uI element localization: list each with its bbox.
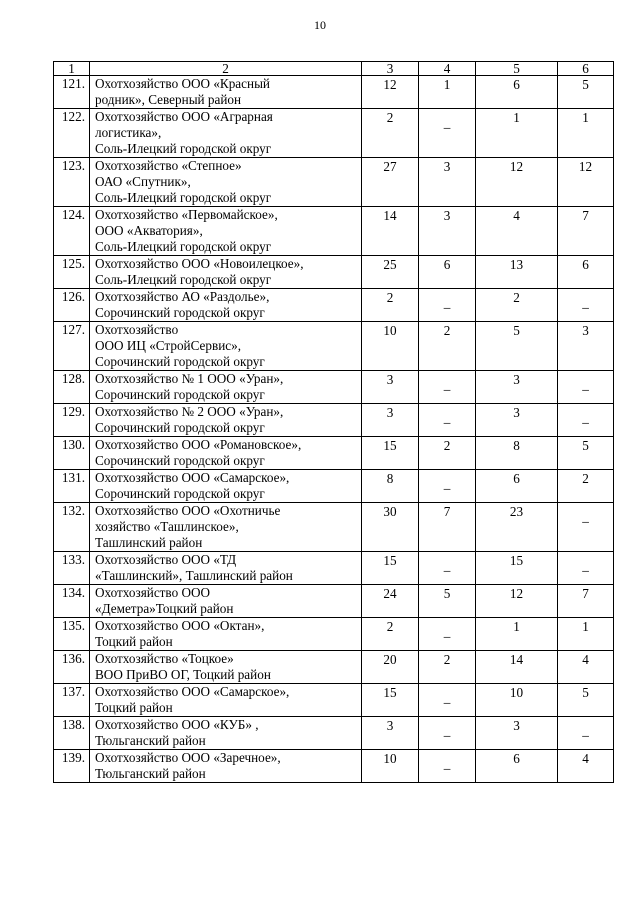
value-col4: _: [419, 404, 476, 437]
value-col4: 2: [419, 651, 476, 684]
page-number: 10: [314, 18, 326, 32]
value-col5: 3: [476, 371, 558, 404]
value-col5: 6: [476, 470, 558, 503]
value-col3: 2: [362, 289, 419, 322]
value-col3: 30: [362, 503, 419, 552]
value-col6: 7: [558, 585, 614, 618]
table-row: [54, 503, 614, 552]
value-col6: 5: [558, 684, 614, 717]
value-col3: 24: [362, 585, 419, 618]
column-header: 1: [54, 62, 90, 76]
column-header: 4: [419, 62, 476, 76]
table-row: [54, 256, 614, 289]
table-row: [54, 750, 614, 783]
value-col5: 12: [476, 585, 558, 618]
hunting-ground-name: Охотхозяйство ООО «Заречное», Тюльганский район: [90, 750, 362, 783]
value-col3: 3: [362, 717, 419, 750]
value-col5: 13: [476, 256, 558, 289]
table-row: [54, 585, 614, 618]
value-col6: 1: [558, 109, 614, 158]
value-col4: _: [419, 552, 476, 585]
value-col3: 15: [362, 552, 419, 585]
value-col6: 2: [558, 470, 614, 503]
row-number: 138.: [54, 717, 90, 750]
value-col6: _: [558, 717, 614, 750]
hunting-ground-name: Охотхозяйство ООО ИЦ «СтройСервис», Сорочинский городской округ: [90, 322, 362, 371]
value-col4: 2: [419, 437, 476, 470]
hunting-ground-name: Охотхозяйство ООО «Аграрная логистика», Соль-Илецкий городской округ: [90, 109, 362, 158]
value-col4: 6: [419, 256, 476, 289]
value-col4: 3: [419, 207, 476, 256]
value-col6: 12: [558, 158, 614, 207]
table-row: [54, 322, 614, 371]
value-col3: 27: [362, 158, 419, 207]
value-col4: _: [419, 618, 476, 651]
value-col4: _: [419, 750, 476, 783]
hunting-ground-name: Охотхозяйство № 2 ООО «Уран», Сорочинский городской округ: [90, 404, 362, 437]
value-col6: 6: [558, 256, 614, 289]
hunting-ground-name: Охотхозяйство «Первомайское», ООО «Акватория», Соль-Илецкий городской округ: [90, 207, 362, 256]
hunting-ground-name: Охотхозяйство ООО «Охотничье хозяйство «Ташлинское», Ташлинский район: [90, 503, 362, 552]
value-col3: 14: [362, 207, 419, 256]
row-number: 123.: [54, 158, 90, 207]
hunting-ground-name: Охотхозяйство № 1 ООО «Уран», Сорочинский городской округ: [90, 371, 362, 404]
value-col3: 3: [362, 404, 419, 437]
value-col6: _: [558, 552, 614, 585]
table-row: [54, 470, 614, 503]
value-col5: 12: [476, 158, 558, 207]
row-number: 134.: [54, 585, 90, 618]
column-header: 2: [90, 62, 362, 76]
table-row: [54, 371, 614, 404]
value-col5: 3: [476, 404, 558, 437]
value-col6: 4: [558, 750, 614, 783]
value-col4: _: [419, 717, 476, 750]
table-row: [54, 437, 614, 470]
value-col5: 6: [476, 750, 558, 783]
row-number: 126.: [54, 289, 90, 322]
table-row: [54, 158, 614, 207]
value-col3: 15: [362, 437, 419, 470]
value-col3: 12: [362, 76, 419, 109]
value-col3: 20: [362, 651, 419, 684]
value-col5: 1: [476, 618, 558, 651]
row-number: 121.: [54, 76, 90, 109]
row-number: 132.: [54, 503, 90, 552]
value-col3: 2: [362, 109, 419, 158]
hunting-ground-name: Охотхозяйство «Степное» ОАО «Спутник», Соль-Илецкий городской округ: [90, 158, 362, 207]
hunting-ground-name: Охотхозяйство ООО «КУБ» , Тюльганский район: [90, 717, 362, 750]
table-row: [54, 651, 614, 684]
value-col4: _: [419, 371, 476, 404]
value-col3: 10: [362, 750, 419, 783]
value-col5: 15: [476, 552, 558, 585]
hunting-ground-name: Охотхозяйство «Тоцкое» ВОО ПриВО ОГ, Тоцкий район: [90, 651, 362, 684]
value-col3: 8: [362, 470, 419, 503]
row-number: 131.: [54, 470, 90, 503]
value-col4: _: [419, 684, 476, 717]
row-number: 133.: [54, 552, 90, 585]
table-row: [54, 76, 614, 109]
value-col4: 3: [419, 158, 476, 207]
value-col5: 4: [476, 207, 558, 256]
row-number: 137.: [54, 684, 90, 717]
hunting-ground-name: Охотхозяйство ООО «ТД «Ташлинский», Ташлинский район: [90, 552, 362, 585]
value-col3: 15: [362, 684, 419, 717]
table-row: [54, 717, 614, 750]
column-header-row: [54, 62, 614, 76]
value-col3: 10: [362, 322, 419, 371]
table-row: [54, 684, 614, 717]
table-row: [54, 289, 614, 322]
column-header: 5: [476, 62, 558, 76]
value-col6: _: [558, 404, 614, 437]
value-col4: 1: [419, 76, 476, 109]
value-col5: 6: [476, 76, 558, 109]
value-col6: 5: [558, 76, 614, 109]
value-col5: 14: [476, 651, 558, 684]
row-number: 139.: [54, 750, 90, 783]
table-row: [54, 207, 614, 256]
hunting-ground-name: Охотхозяйство ООО «Деметра»Тоцкий район: [90, 585, 362, 618]
value-col4: 2: [419, 322, 476, 371]
value-col3: 3: [362, 371, 419, 404]
row-number: 124.: [54, 207, 90, 256]
value-col5: 8: [476, 437, 558, 470]
value-col5: 3: [476, 717, 558, 750]
value-col6: 7: [558, 207, 614, 256]
value-col5: 23: [476, 503, 558, 552]
value-col6: 5: [558, 437, 614, 470]
hunting-ground-name: Охотхозяйство ООО «Самарское», Тоцкий район: [90, 684, 362, 717]
row-number: 127.: [54, 322, 90, 371]
value-col6: _: [558, 289, 614, 322]
row-number: 128.: [54, 371, 90, 404]
value-col4: _: [419, 289, 476, 322]
value-col5: 2: [476, 289, 558, 322]
value-col6: 1: [558, 618, 614, 651]
hunting-ground-name: Охотхозяйство ООО «Самарское», Сорочинский городской округ: [90, 470, 362, 503]
table-row: [54, 618, 614, 651]
value-col6: _: [558, 371, 614, 404]
value-col5: 10: [476, 684, 558, 717]
table-row: [54, 109, 614, 158]
value-col6: _: [558, 503, 614, 552]
value-col4: _: [419, 109, 476, 158]
hunting-ground-name: Охотхозяйство ООО «Романовское», Сорочинский городской округ: [90, 437, 362, 470]
value-col3: 25: [362, 256, 419, 289]
hunting-ground-name: Охотхозяйство ООО «Красный родник», Северный район: [90, 76, 362, 109]
row-number: 136.: [54, 651, 90, 684]
table-row: [54, 404, 614, 437]
table-row: [54, 552, 614, 585]
value-col3: 2: [362, 618, 419, 651]
value-col4: 7: [419, 503, 476, 552]
row-number: 129.: [54, 404, 90, 437]
row-number: 125.: [54, 256, 90, 289]
hunting-ground-name: Охотхозяйство ООО «Новоилецкое», Соль-Илецкий городской округ: [90, 256, 362, 289]
value-col6: 3: [558, 322, 614, 371]
column-header: 6: [558, 62, 614, 76]
value-col5: 1: [476, 109, 558, 158]
column-header: 3: [362, 62, 419, 76]
hunting-ground-name: Охотхозяйство ООО «Октан», Тоцкий район: [90, 618, 362, 651]
value-col6: 4: [558, 651, 614, 684]
value-col4: _: [419, 470, 476, 503]
row-number: 135.: [54, 618, 90, 651]
row-number: 130.: [54, 437, 90, 470]
table-body: [54, 62, 614, 783]
row-number: 122.: [54, 109, 90, 158]
hunting-ground-name: Охотхозяйство АО «Раздолье», Сорочинский городской округ: [90, 289, 362, 322]
value-col5: 5: [476, 322, 558, 371]
hunting-grounds-table: [53, 61, 614, 783]
value-col4: 5: [419, 585, 476, 618]
